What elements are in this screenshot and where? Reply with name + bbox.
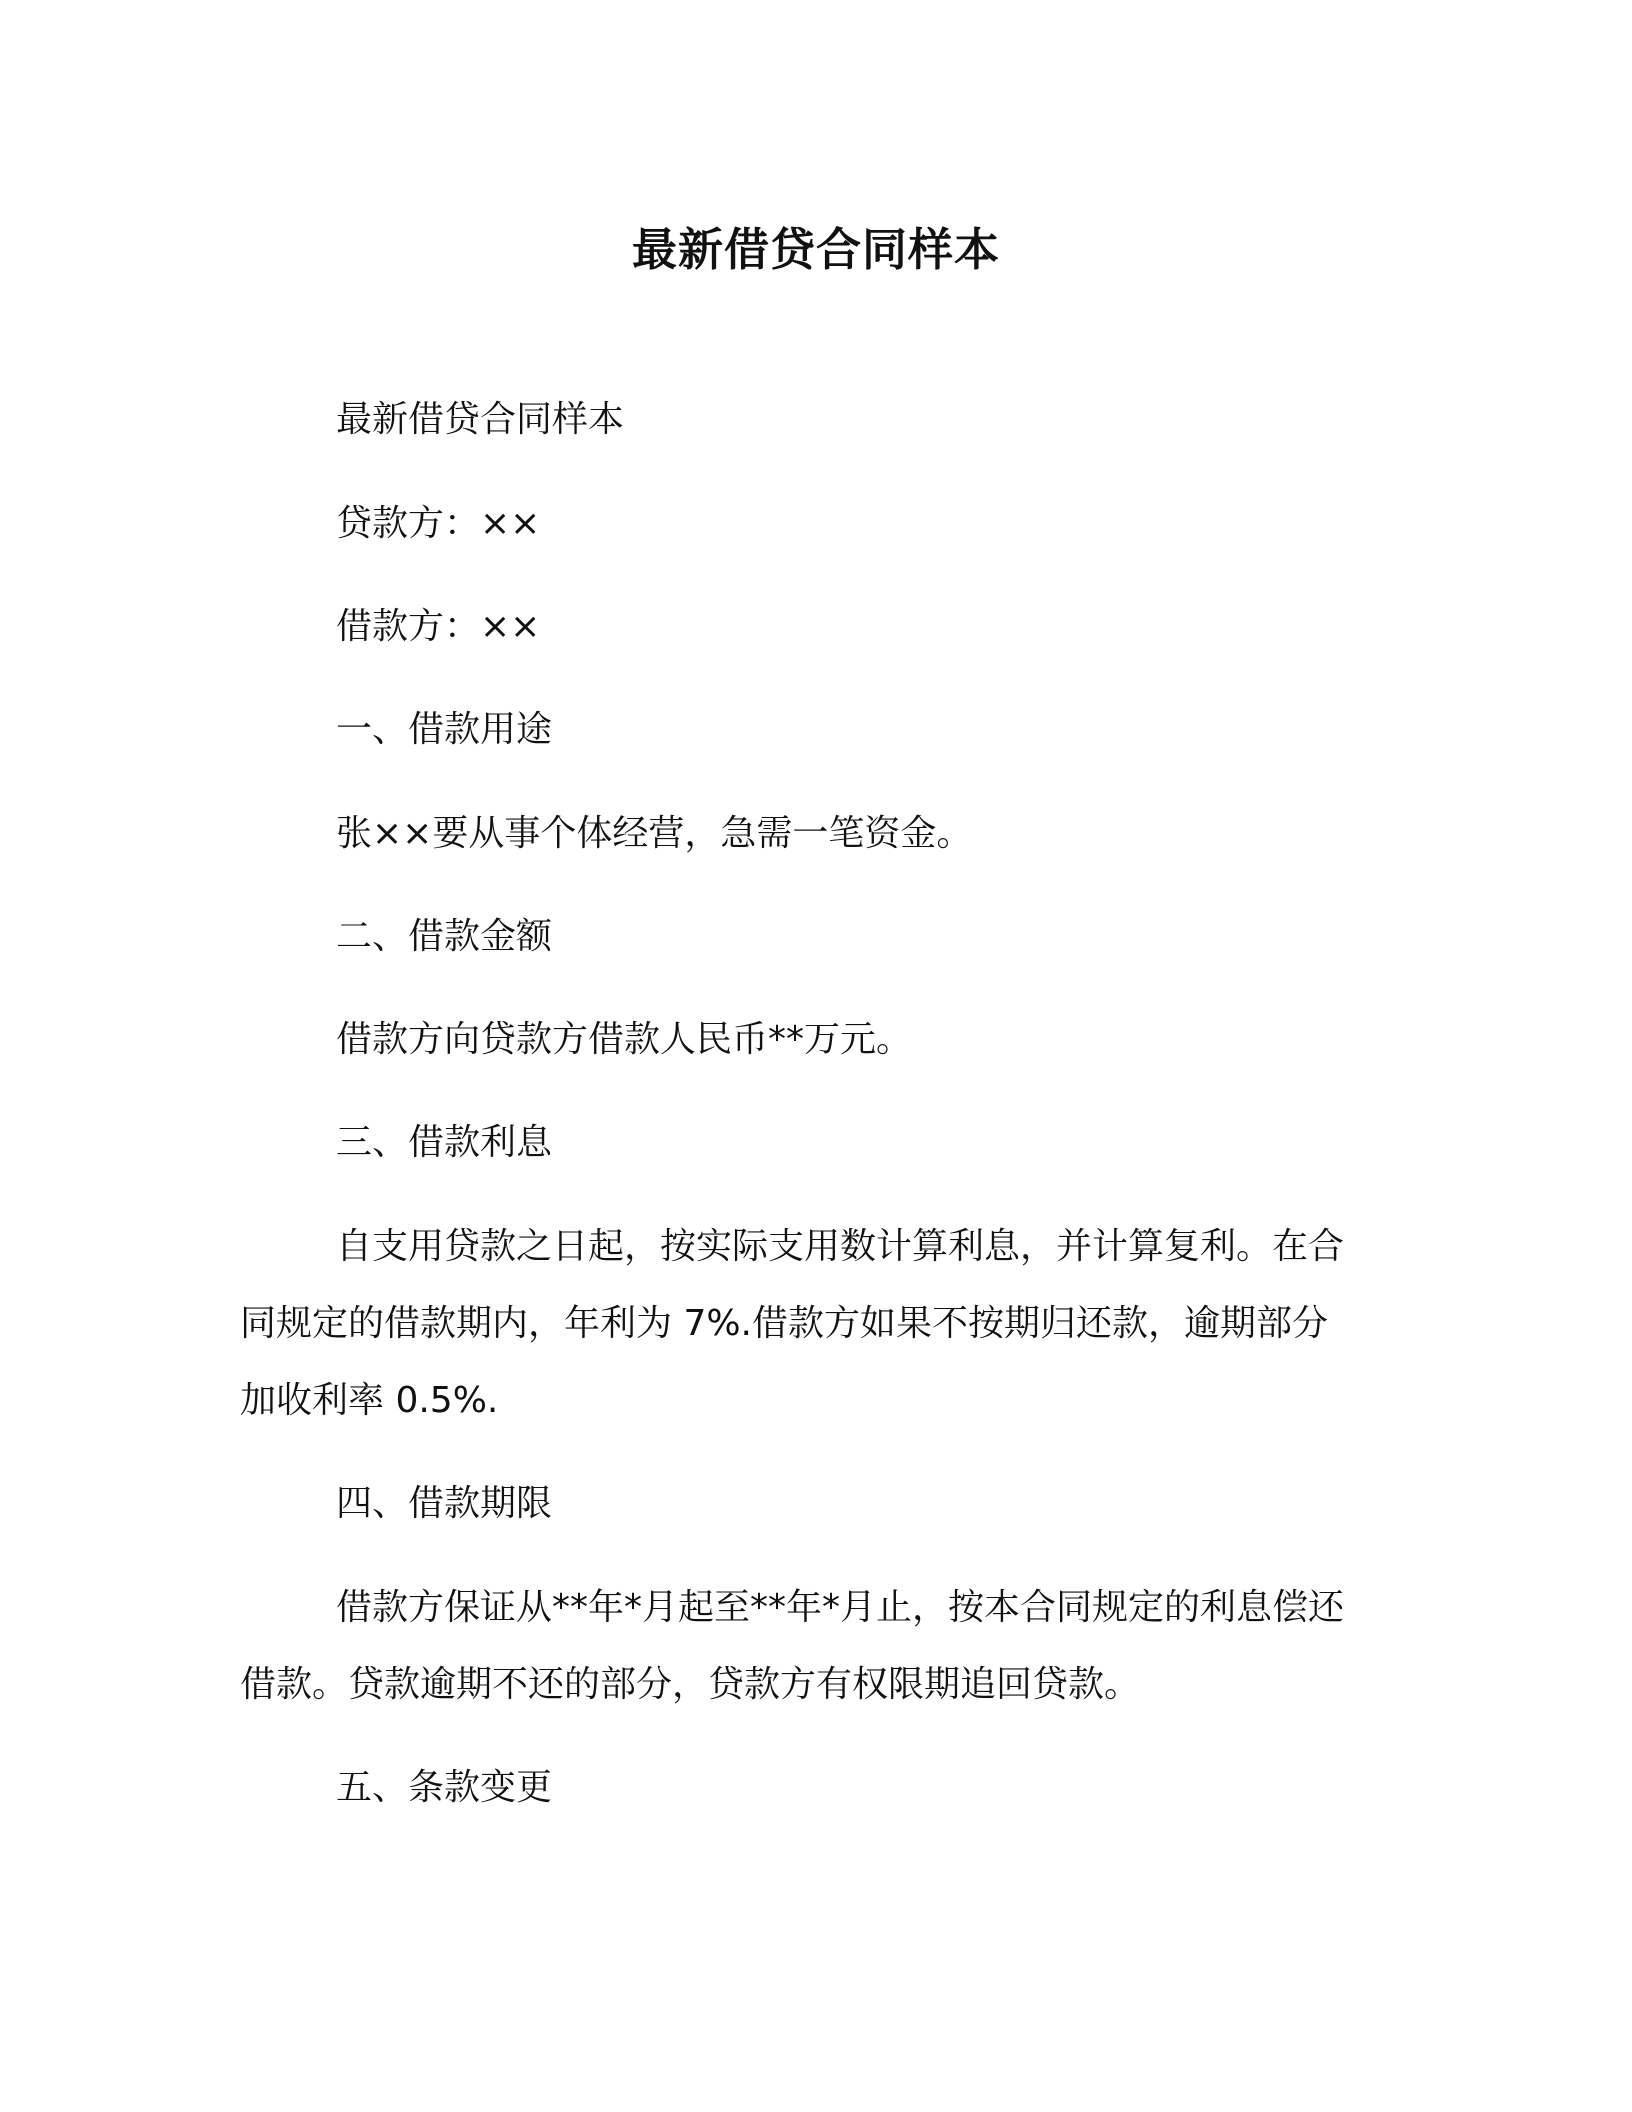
document-subtitle: 最新借贷合同样本: [336, 399, 625, 440]
document-title: 最新借贷合同样本: [631, 223, 1000, 276]
term-paragraph-line: 借款。贷款逾期不还的部分，贷款方有权限期追回贷款。: [240, 1664, 1141, 1705]
section-text-purpose: 张××要从事个体经营，急需一笔资金。: [336, 813, 973, 854]
term-paragraph-line: 借款方保证从**年*月起至**年*月止，按本合同规定的利息偿还: [336, 1587, 1345, 1628]
section-heading-purpose: 一、借款用途: [336, 709, 553, 750]
section-heading-term: 四、借款期限: [336, 1483, 553, 1524]
section-heading-amendment: 五、条款变更: [336, 1767, 553, 1808]
borrower-line: 借款方：××: [336, 606, 541, 647]
interest-paragraph-line: 加收利率 0.5%.: [240, 1380, 499, 1421]
interest-paragraph-line: 同规定的借款期内，年利为 7%.借款方如果不按期归还款，逾期部分: [240, 1303, 1328, 1344]
section-heading-interest: 三、借款利息: [336, 1122, 553, 1163]
section-heading-amount: 二、借款金额: [336, 916, 553, 957]
lender-line: 贷款方：××: [336, 503, 541, 544]
section-text-amount: 借款方向贷款方借款人民币**万元。: [336, 1019, 913, 1060]
interest-paragraph-line: 自支用贷款之日起，按实际支用数计算利息，并计算复利。在合: [336, 1226, 1345, 1267]
